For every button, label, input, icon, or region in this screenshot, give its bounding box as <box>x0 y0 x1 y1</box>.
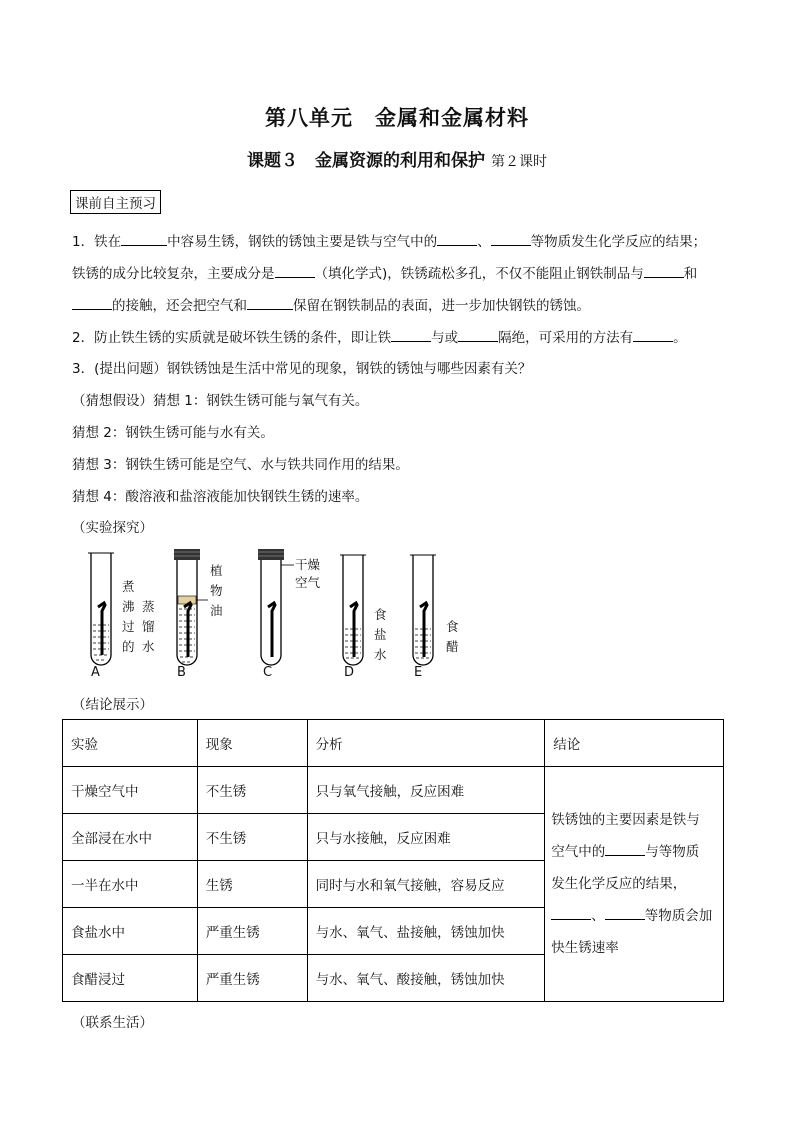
text: 中容易生锈，钢铁的锈蚀主要是铁与空气中的 <box>167 234 438 250</box>
text: 快生锈速率 <box>551 940 619 956</box>
cell: 不生锈 <box>197 767 307 814</box>
guess-2: 猜想 2：钢铁生锈可能与水有关。 <box>72 425 274 441</box>
cell: 与水、氧气、盐接触，锈蚀加快 <box>307 908 545 955</box>
guess-3: 猜想 3：钢铁生锈可能是空气、水与铁共同作用的结果。 <box>72 457 409 473</box>
header-cell: 实验 <box>63 720 198 767</box>
cell: 食盐水中 <box>63 908 198 955</box>
cell: 严重生锈 <box>197 908 307 955</box>
text: 。 <box>673 330 687 346</box>
guess-4: 猜想 4：酸溶液和盐溶液能加快钢铁生锈的速率。 <box>72 489 369 505</box>
cell: 与水、氧气、酸接触，锈蚀加快 <box>307 955 545 1002</box>
label-d-char: 盐 <box>374 627 387 642</box>
life-heading: （联系生活） <box>72 1015 153 1031</box>
text: 、 <box>591 908 605 924</box>
explore-heading: （实验探究） <box>72 520 153 536</box>
tube-e <box>410 555 436 665</box>
cell: 全部浸在水中 <box>63 814 198 861</box>
blank[interactable] <box>247 297 293 310</box>
blank[interactable] <box>458 329 498 342</box>
label-a-char: 煮 <box>122 579 135 594</box>
blank[interactable] <box>437 233 477 246</box>
label-a-char: 蒸 <box>142 599 155 614</box>
label-b-char: 物 <box>210 583 223 598</box>
blank[interactable] <box>551 907 591 920</box>
label-d-char: 食 <box>374 607 387 622</box>
label-a-char: 馏 <box>142 619 155 634</box>
label-a-char: 水 <box>142 639 155 654</box>
tube-d <box>340 555 366 665</box>
tube-letter-e: E <box>414 665 423 680</box>
header-cell: 分析 <box>307 720 545 767</box>
tube-letter-c: C <box>263 665 273 680</box>
label-c-line: 空气 <box>295 575 321 590</box>
cell: 只与氧气接触，反应困难 <box>307 767 545 814</box>
text: 2．防止铁生锈的实质就是破坏铁生锈的条件，即让铁 <box>72 330 392 346</box>
text: （填化学式)，铁锈疏松多孔，不仅不能阻止钢铁制品与 <box>314 266 644 282</box>
blank[interactable] <box>121 233 167 246</box>
text: 、 <box>477 234 491 250</box>
cell: 严重生锈 <box>197 955 307 1002</box>
blank[interactable] <box>633 329 673 342</box>
results-table <box>62 719 724 1002</box>
tube-letter-d: D <box>344 665 355 680</box>
label-b-char: 植 <box>210 563 223 578</box>
q1-line1 <box>72 230 706 250</box>
label-e-char: 醋 <box>446 639 459 654</box>
blank[interactable] <box>391 329 431 342</box>
text: 空气中的 <box>551 844 606 860</box>
q2-line <box>72 326 687 346</box>
label-b-char: 油 <box>210 603 223 618</box>
text: 铁锈的成分比较复杂，主要成分是 <box>72 266 275 282</box>
header-cell: 现象 <box>197 720 307 767</box>
q1-line3 <box>72 294 590 314</box>
text: 与等物质 <box>645 844 700 860</box>
label-a-char: 沸 <box>122 599 135 614</box>
table-row <box>63 767 724 814</box>
label-a-char: 过 <box>122 619 135 634</box>
text: 保留在钢铁制品的表面，进一步加快钢铁的锈蚀。 <box>293 298 590 314</box>
cell: 生锈 <box>197 861 307 908</box>
tube-b <box>174 549 208 665</box>
text: 和 <box>683 266 698 282</box>
lesson-period: 第２课时 <box>490 154 547 170</box>
q1-line2 <box>72 262 697 282</box>
cell: 食醋浸过 <box>63 955 198 1002</box>
guess-1: （猜想假设）猜想 1：钢铁生锈可能与氧气有关。 <box>72 393 369 409</box>
cell: 只与水接触，反应困难 <box>307 814 545 861</box>
label-d-char: 水 <box>374 647 387 662</box>
text: 等物质会加 <box>644 908 713 924</box>
experiment-figure <box>60 545 480 685</box>
label-c-line: 干燥 <box>295 557 321 572</box>
cell: 同时与水和氧气接触，容易反应 <box>307 861 545 908</box>
blank[interactable] <box>491 233 531 246</box>
header-cell: 结论 <box>545 720 724 767</box>
preview-section-label: 课前自主预习 <box>70 190 161 214</box>
blank[interactable] <box>72 297 112 310</box>
text: 发生化学反应的结果， <box>551 876 687 892</box>
cell: 不生锈 <box>197 814 307 861</box>
conclusion-cell <box>545 767 724 1002</box>
cell: 干燥空气中 <box>63 767 198 814</box>
label-a-char: 的 <box>122 639 135 654</box>
lesson-main-title: 课题３ 金属资源的利用和保护 <box>247 151 486 171</box>
tube-a <box>88 553 114 665</box>
tube-c <box>258 549 294 665</box>
conclusion-heading: （结论展示） <box>72 697 153 713</box>
label-e-char: 食 <box>446 619 459 634</box>
unit-title: 第八单元 金属和金属材料 <box>265 106 529 130</box>
q3-intro: 3．(提出问题）钢铁锈蚀是生活中常见的现象，钢铁的锈蚀与哪些因素有关？ <box>72 361 532 377</box>
blank[interactable] <box>275 265 315 278</box>
table-header-row <box>63 720 724 767</box>
lesson-title <box>0 146 794 171</box>
cell: 一半在水中 <box>63 861 198 908</box>
blank[interactable] <box>605 907 645 920</box>
text: 的接触，还会把空气和 <box>112 298 247 314</box>
text: 铁锈蚀的主要因素是铁与 <box>551 812 700 828</box>
tube-letter-b: B <box>177 665 186 680</box>
text: 隔绝，可采用的方法有 <box>498 330 634 346</box>
tube-letter-a: A <box>91 665 100 680</box>
blank[interactable] <box>605 843 645 856</box>
text: 1．铁在 <box>72 234 122 250</box>
blank[interactable] <box>644 265 684 278</box>
text: 等物质发生化学反应的结果； <box>530 234 707 250</box>
text: 与或 <box>431 330 459 346</box>
